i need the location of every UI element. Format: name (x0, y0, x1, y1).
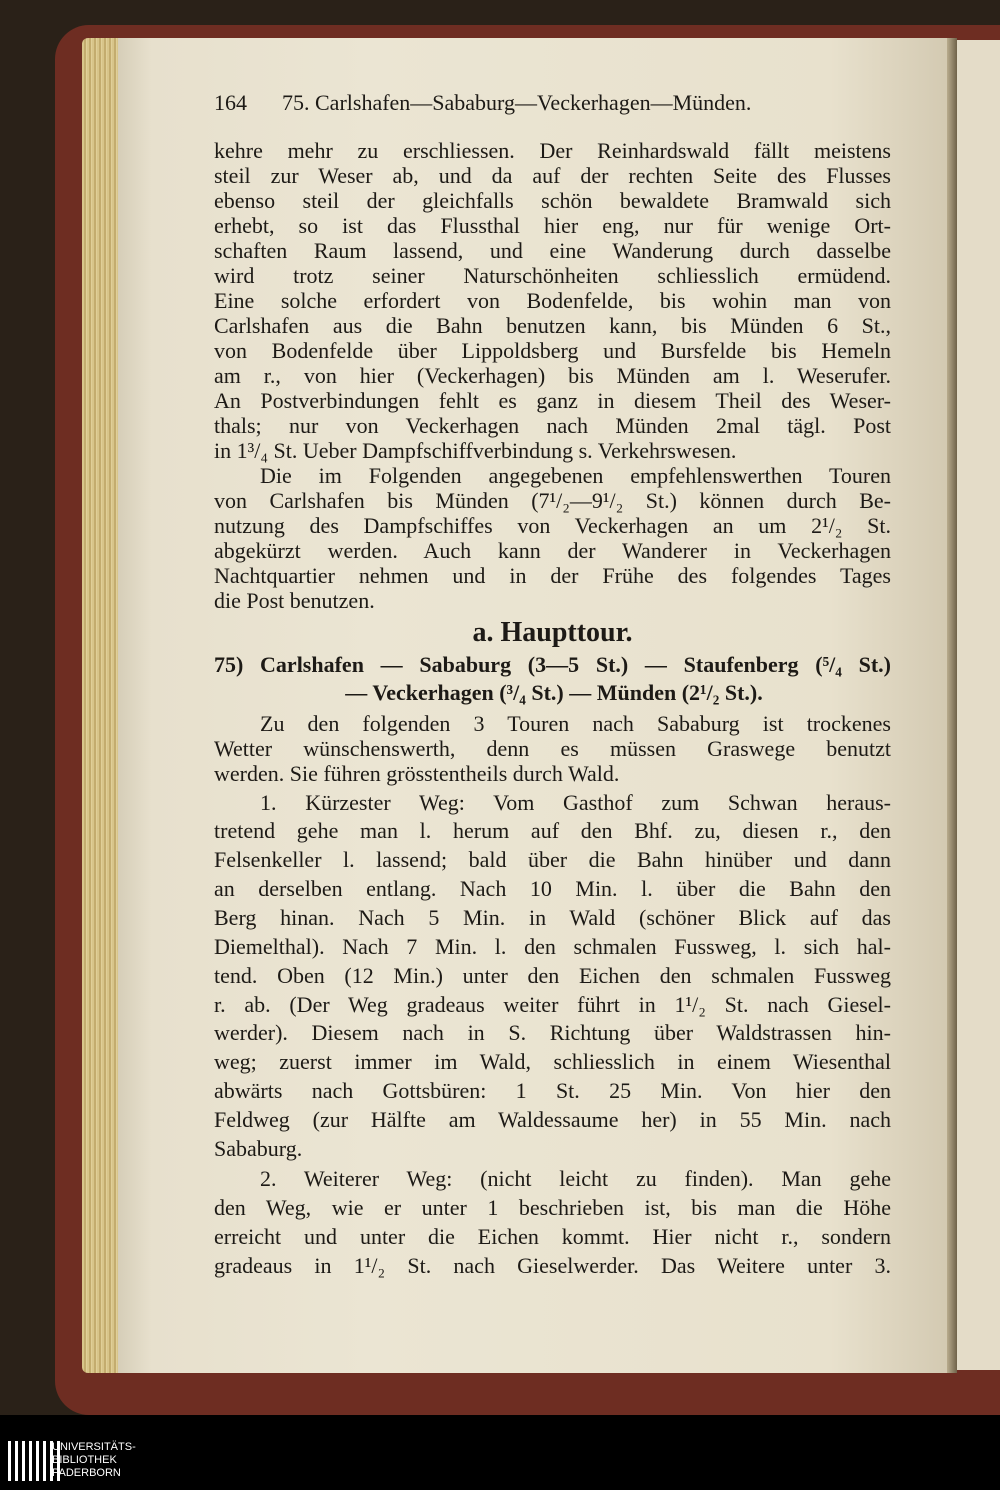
text-line: in 1³/₄ St. Ueber Dampfschiffverbindung s. Verkehrswesen. (214, 438, 737, 463)
text-line: weg; zuerst immer im Wald, schliesslich in einem Wiesenthal (214, 1049, 891, 1074)
text-line: am r., von hier (Veckerhagen) bis Münden am l. Weserufer. (214, 363, 891, 388)
text-line: Carlshafen aus die Bahn benutzen kann, bis Münden 6 St., (214, 313, 891, 338)
text-line: von Carlshafen bis Münden (7¹/₂—9¹/₂ St.) können durch Be- (214, 488, 891, 513)
text-line: ebenso steil der gleichfalls schön bewaldete Bramwald sich (214, 188, 891, 213)
text-line: Felsenkeller l. lassend; bald über die Bahn hinüber und dann (214, 847, 891, 872)
text-line: abwärts nach Gottsbüren: 1 St. 25 Min. Von hier den (214, 1078, 891, 1103)
text-line: r. ab. (Der Weg gradeaus weiter führt in 1¹/₂ St. nach Giesel- (214, 992, 891, 1017)
text-line: 1. Kürzester Weg: Vom Gasthof zum Schwan heraus- (260, 790, 891, 815)
text-line: erhebt, so ist das Flussthal hier eng, nur für wenige Ort- (214, 213, 891, 238)
text-line: Sababurg. (214, 1136, 303, 1161)
page-number: 164 (214, 90, 247, 115)
text-line: Diemelthal). Nach 7 Min. l. den schmalen Fussweg, l. sich hal- (214, 934, 891, 959)
text-line: Zu den folgenden 3 Touren nach Sababurg ist trockenes (260, 711, 891, 736)
text-line: die Post benutzen. (214, 588, 375, 613)
text-line: schaften Raum lassend, und eine Wanderung durch dasselbe (214, 238, 891, 263)
text-line: 2. Weiterer Weg: (nicht leicht zu finden). Man gehe (260, 1166, 891, 1191)
text-line: steil zur Weser ab, und da auf der rechten Seite des Flusses (214, 163, 891, 188)
facing-page-edge (957, 40, 1000, 1370)
text-line: Die im Folgenden angegebenen empfehlenswerthen Touren (260, 463, 891, 488)
text-line: werden. Sie führen grösstentheils durch Wald. (214, 761, 620, 786)
running-title: 75. Carlshafen—Sababurg—Veckerhagen—Münden. (282, 90, 752, 115)
text-line: Nachtquartier nehmen und in der Frühe des folgendes Tages (214, 563, 891, 588)
text-line: Berg hinan. Nach 5 Min. in Wald (schöner Blick auf das (214, 905, 891, 930)
text-line: Eine solche erfordert von Bodenfelde, bis wohin man von (214, 288, 891, 313)
text-line: kehre mehr zu erschliessen. Der Reinhardswald fällt meistens (214, 138, 891, 163)
page-text (214, 0, 891, 1415)
text-line: wird trotz seiner Naturschönheiten schliesslich ermüdend. (214, 263, 891, 288)
text-line: den Weg, wie er unter 1 beschrieben ist, bis man die Höhe (214, 1195, 891, 1220)
text-line: abgekürzt werden. Auch kann der Wanderer in Veckerhagen (214, 538, 891, 563)
text-line: nutzung des Dampfschiffes von Veckerhagen an um 2¹/₂ St. (214, 513, 891, 538)
library-footer (0, 1415, 1000, 1490)
text-line: erreicht und unter die Eichen kommt. Hier nicht r., sondern (214, 1224, 891, 1249)
text-line: Wetter wünschenswerth, denn es müssen Graswege benutzt (214, 736, 891, 761)
book-gutter (947, 38, 957, 1373)
text-line: gradeaus in 1¹/₂ St. nach Gieselwerder. Das Weitere unter 3. (214, 1253, 891, 1278)
section-title: a. Haupttour. (472, 617, 633, 648)
text-line: thals; nur von Veckerhagen nach Münden 2mal tägl. Post (214, 413, 891, 438)
text-line: von Bodenfelde über Lippoldsberg und Bursfelde bis Hemeln (214, 338, 891, 363)
text-line: werder). Diesem nach in S. Richtung über Waldstrassen hin- (214, 1020, 891, 1045)
text-line: tend. Oben (12 Min.) unter den Eichen den schmalen Fussweg (214, 963, 891, 988)
text-line: tretend gehe man l. herum auf den Bhf. zu, diesen r., den (214, 818, 891, 843)
library-name: UNIVERSITÄTS- BIBLIOTHEK PADERBORN (52, 1441, 136, 1479)
route-line: 75) Carlshafen — Sababurg (3—5 St.) — Staufenberg (⁵/₄ St.) (214, 652, 891, 677)
text-line: an derselben entlang. Nach 10 Min. l. über die Bahn den (214, 876, 891, 901)
text-line: Feldweg (zur Hälfte am Waldessaume her) in 55 Min. nach (214, 1107, 891, 1132)
text-line: An Postverbindungen fehlt es ganz in diesem Theil des Weser- (214, 388, 891, 413)
page-edges (82, 38, 122, 1373)
route-line: — Veckerhagen (³/₄ St.) — Münden (2¹/₂ St.). (345, 680, 763, 705)
